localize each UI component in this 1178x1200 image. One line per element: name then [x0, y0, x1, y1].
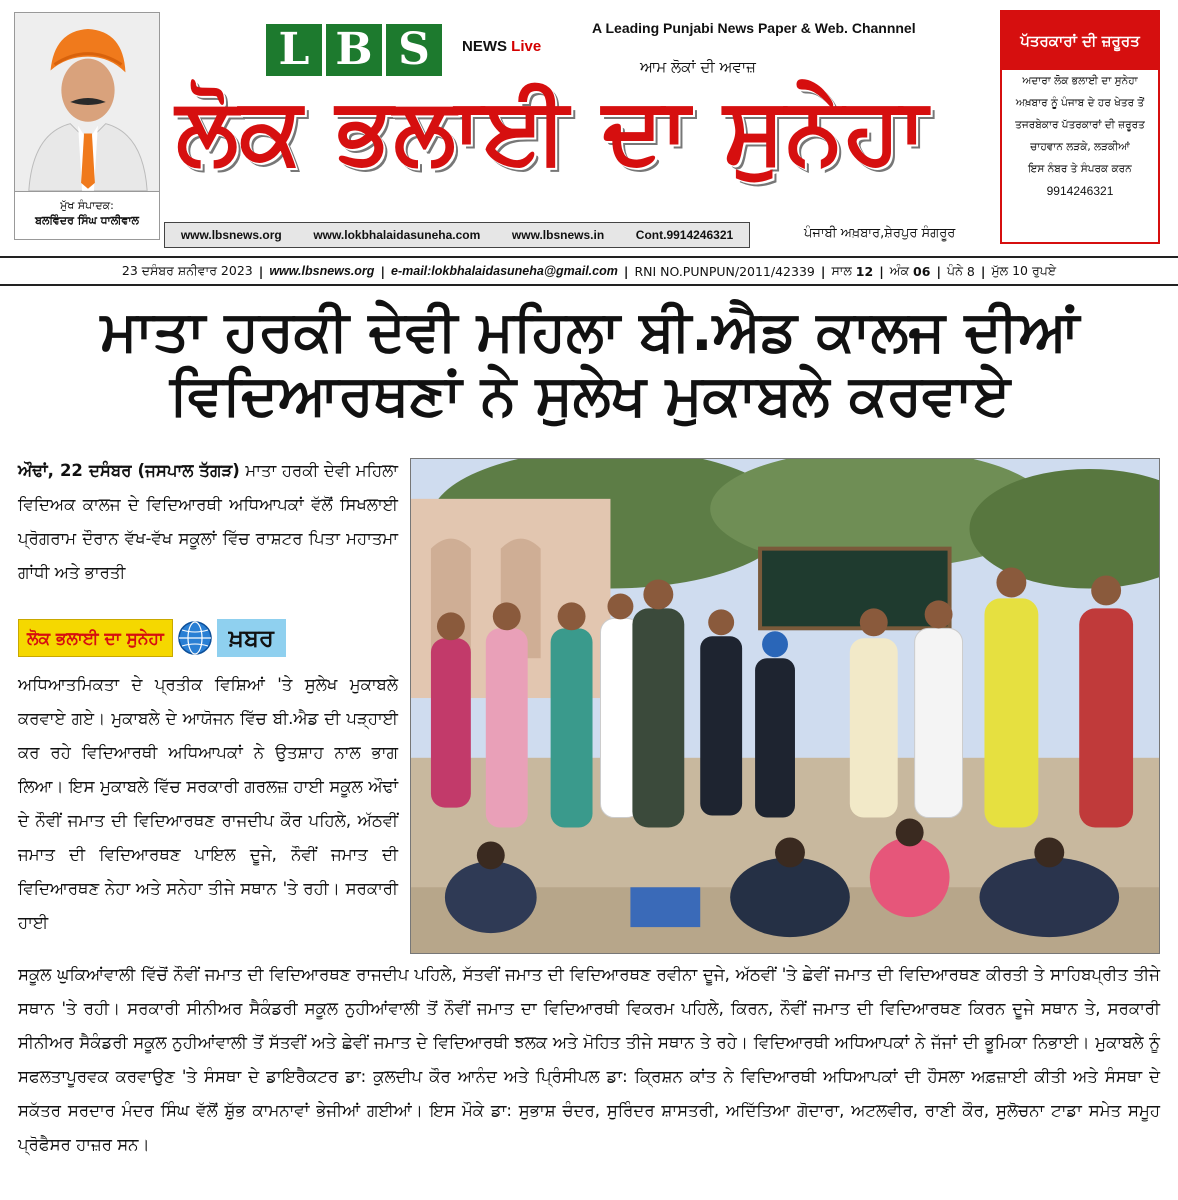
recruitment-line: ਤਜਰਬੇਕਾਰ ਪੱਤਰਕਾਰਾਂ ਦੀ ਜ਼ਰੂਰਤ: [1015, 119, 1145, 131]
live-label: Live: [511, 38, 542, 55]
contact-number: Cont.9914246321: [635, 228, 734, 242]
editor-portrait-photo: [14, 12, 160, 192]
brand-strip: [18, 616, 390, 660]
url-lbsnews-in[interactable]: www.lbsnews.in: [511, 228, 605, 242]
editor-name: ਬਲਵਿੰਦਰ ਸਿੰਘ ਧਾਲੀਵਾਲ: [35, 214, 139, 227]
price: ਮੁੱਲ 10 ਰੁਪਏ: [991, 263, 1057, 278]
recruitment-box: [1000, 10, 1160, 244]
url-bar: [164, 222, 750, 248]
recruitment-phone: 9914246321: [1046, 184, 1114, 198]
recruitment-line: ਅਖ਼ਬਾਰ ਨੂੰ ਪੰਜਾਬ ਦੇ ਹਰ ਖੇਤਰ ਤੋਂ: [1015, 97, 1145, 109]
lbs-logo: [266, 24, 442, 76]
news-label: NEWS: [462, 38, 507, 55]
recruitment-line: ਅਦਾਰਾ ਲੋਕ ਭਲਾਈ ਦਾ ਸੁਨੇਹਾ: [1022, 75, 1138, 87]
recruitment-line: ਇਸ ਨੰਬਰ ਤੇ ਸੰਪਰਕ ਕਰਨ: [1028, 163, 1132, 175]
rni-number: RNI NO.PUNPUN/2011/42339: [634, 263, 815, 279]
issue-value: 06: [913, 263, 931, 279]
article-headline: [20, 300, 1160, 428]
logo-letter-b: B: [326, 24, 382, 76]
year-value: 12: [855, 263, 874, 279]
pages-label: ਪੰਨੇ: [947, 263, 963, 278]
editor-caption: [14, 192, 160, 240]
article-paragraph-2: ਅਧਿਆਤਮਿਕਤਾ ਦੇ ਪ੍ਰਤੀਕ ਵਿਸ਼ਿਆਂ 'ਤੇ ਸੁਲੇਖ ਮੁਕਾਬਲੇ ਕਰਵਾਏ ਗਏ। ਮੁਕਾਬਲੇ ਦੇ ਆਯੋਜਨ ਵਿੱਚ ਬੀ.ਐਡ ਦੀ ਪੜ੍ਹਾਈ ਕਰ ਰਹੇ ਵਿਦਿਆਰਥੀ ਅਧਿਆਪਕਾਂ ਨੇ ਉਤਸ਼ਾਹ ਨਾਲ ਭਾਗ ਲਿਆ। ਇਸ ਮੁਕਾਬਲੇ ਵਿੱਚ ਸਰਕਾਰੀ ਗਰਲਜ਼ ਹਾਈ ਸਕੂਲ ਔਢਾਂ ਦੇ ਨੌਵੀਂ ਜਮਾਤ ਦੀ ਵਿਦਿਆਰਥਣ ਰਾਜਦੀਪ ਕੌਰ ਪਹਿਲੇ, ਅੱਠਵੀਂ ਜਮਾਤ ਦੀ ਵਿਦਿਆਰਥਣ ਪਾਇਲ ਦੂਜੇ, ਨੌਵੀਂ ਜਮਾਤ ਦੀ ਵਿਦਿਆਰਥਣ ਨੇਹਾ ਅਤੇ ਸਨੇਹਾ ਤੀਜੇ ਸਥਾਨ 'ਤੇ ਰਹੀ। ਸਰਕਾਰੀ ਹਾਈ: [18, 675, 398, 932]
logo-letter-l: L: [266, 24, 322, 76]
globe-icon: [177, 620, 213, 656]
brand-name: ਲੋਕ ਭਲਾਈ ਦਾ ਸੁਨੇਹਾ: [18, 619, 173, 657]
news-live-label: [462, 38, 541, 55]
issue-date: 23 ਦਸੰਬਰ ਸ਼ਨੀਵਾਰ 2023: [121, 263, 253, 278]
logo-letter-s: S: [386, 24, 442, 76]
dateline-url[interactable]: www.lbsnews.org: [269, 264, 375, 278]
tagline-punjabi: ਆਮ ਲੋਕਾਂ ਦੀ ਅਵਾਜ਼: [640, 58, 756, 76]
issue-label: ਅੰਕ: [889, 263, 910, 278]
article-intro: [18, 454, 398, 590]
recruitment-title: ਪੱਤਰਕਾਰਾਂ ਦੀ ਜ਼ਰੂਰਤ: [1002, 12, 1158, 70]
khabar-label: ਖ਼ਬਰ: [217, 619, 286, 657]
recruitment-line: ਚਾਹਵਾਨ ਲੜਕੇ, ਲੜਕੀਆਂ: [1030, 141, 1130, 153]
masthead: [0, 0, 1178, 252]
tagline-english: A Leading Punjabi News Paper & Web. Channnel: [592, 20, 916, 36]
year-label: ਸਾਲ: [831, 263, 852, 278]
paper-place: ਪੰਜਾਬੀ ਅਖ਼ਬਾਰ,ਸ਼ੇਰਪੁਰ ਸੰਗਰੂਰ: [804, 226, 956, 241]
article-lead: ਔਢਾਂ, 22 ਦਸੰਬਰ (ਜਸਪਾਲ ਤੱਗੜ): [18, 461, 240, 480]
editor-role: ਮੁੱਖ ਸੰਪਾਦਕ:: [60, 199, 114, 212]
paper-name: ਲੋਕ ਭਲਾਈ ਦਾ ਸੁਨੇਹਾ: [176, 77, 929, 184]
pages-value: 8: [966, 263, 975, 279]
article-continuation: [18, 958, 1160, 1162]
headline-line-2: ਵਿਦਿਆਰਥਣਾਂ ਨੇ ਸੁਲੇਖ ਮੁਕਾਬਲੇ ਕਰਵਾਏ: [169, 363, 1011, 428]
dateline-bar: 23 ਦਸੰਬਰ ਸ਼ਨੀਵਾਰ 2023 | www.lbsnews.org | e-mail:lokbhalaidasuneha@gmail.com | RNI NO.PUNPUN/2011/42339 | ਸਾਲ 12 | ਅੰਕ 06 | ਪੰਨੇ 8 | ਮੁੱਲ 10 ਰੁਪਏ: [0, 256, 1178, 286]
dateline-email[interactable]: e-mail:lokbhalaidasuneha@gmail.com: [391, 264, 618, 278]
article-paragraph-1: ਮਾਤਾ ਹਰਕੀ ਦੇਵੀ ਮਹਿਲਾ ਵਿਦਿਅਕ ਕਾਲਜ ਦੇ ਵਿਦਿਆਰਥੀ ਅਧਿਆਪਕਾਂ ਵੱਲੋਂ ਸਿਖਲਾਈ ਪ੍ਰੋਗਰਾਮ ਦੌਰਾਨ ਵੱਖ-ਵੱਖ ਸਕੂਲਾਂ ਵਿੱਚ ਰਾਸ਼ਟਰ ਪਿਤਾ ਮਹਾਤਮਾ ਗਾਂਧੀ ਅਤੇ ਭਾਰਤੀ: [18, 461, 398, 582]
headline-line-1: ਮਾਤਾ ਹਰਕੀ ਦੇਵੀ ਮਹਿਲਾ ਬੀ.ਐਡ ਕਾਲਜ ਦੀਆਂ: [100, 299, 1080, 364]
url-lokbhalaidasuneha[interactable]: www.lokbhalaidasuneha.com: [313, 228, 481, 242]
news-event-photo: [410, 458, 1160, 954]
url-lbsnews-org[interactable]: www.lbsnews.org: [180, 228, 282, 242]
article-column: [18, 668, 398, 940]
article-paragraph-3: ਸਕੂਲ ਘੁਕਿਆਂਵਾਲੀ ਵਿੱਚੋਂ ਨੌਵੀਂ ਜਮਾਤ ਦੀ ਵਿਦਿਆਰਥਣ ਰਾਜਦੀਪ ਪਹਿਲੇ, ਸੱਤਵੀਂ ਜਮਾਤ ਦੀ ਵਿਦਿਆਰਥਣ ਰਵੀਨਾ ਦੂਜੇ, ਅੱਠਵੀਂ 'ਤੇ ਛੇਵੀਂ ਜਮਾਤ ਦੀ ਵਿਦਿਆਰਥਣ ਕੀਰਤੀ ਤੇ ਸਾਹਿਬਪ੍ਰੀਤ ਤੀਜੇ ਸਥਾਨ 'ਤੇ ਰਹੀ। ਸਰਕਾਰੀ ਸੀਨੀਅਰ ਸੈਕੰਡਰੀ ਸਕੂਲ ਨੁਹੀਆਂਵਾਲੀ ਤੋਂ ਨੌਵੀਂ ਜਮਾਤ ਦਾ ਵਿਦਿਆਰਥੀ ਵਿਕਰਮ ਪਹਿਲੇ, ਕਿਰਨ, ਨੌਵੀਂ ਜਮਾਤ ਦੀ ਵਿਦਿਆਰਥਣ ਕਿਰਨ ਦੂਜੇ ਸਥਾਨ ਤੇ, ਸਰਕਾਰੀ ਸੀਨੀਅਰ ਸੈਕੰਡਰੀ ਸਕੂਲ ਨੁਹੀਆਂਵਾਲੀ ਤੋਂ ਸੱਤਵੀਂ ਅਤੇ ਛੇਵੀਂ ਜਮਾਤ ਦੇ ਵਿਦਿਆਰਥੀ ਝਲਕ ਅਤੇ ਮੋਹਿਤ ਤੀਜੇ ਸਥਾਨ ਤੇ ਰਹੇ। ਵਿਦਿਆਰਥੀ ਅਧਿਆਪਕਾਂ ਨੇ ਜੱਜਾਂ ਦੀ ਭੂਮਿਕਾ ਨਿਭਾਈ। ਮੁਕਾਬਲੇ ਨੂੰ ਸਫਲਤਾਪੂਰਵਕ ਕਰਵਾਉਣ 'ਤੇ ਸੰਸਥਾ ਦੇ ਡਾਇਰੈਕਟਰ ਡਾ: ਕੁਲਦੀਪ ਕੌਰ ਆਨੰਦ ਅਤੇ ਪ੍ਰਿੰਸੀਪਲ ਡਾ: ਕ੍ਰਿਸ਼ਨ ਕਾਂਤ ਨੇ ਵਿਦਿਆਰਥੀ ਅਧਿਆਪਕਾਂ ਦੀ ਹੌਸਲਾ ਅਫ਼ਜ਼ਾਈ ਕੀਤੀ ਅਤੇ ਸੰਸਥਾ ਦੇ ਸਕੱਤਰ ਸਰਦਾਰ ਮੰਦਰ ਸਿੰਘ ਵੱਲੋਂ ਸ਼ੁੱਭ ਕਾਮਨਾਵਾਂ ਭੇਜੀਆਂ ਗਈਆਂ। ਇਸ ਮੌਕੇ ਡਾ: ਸੁਭਾਸ਼ ਚੰਦਰ, ਸੁਰਿੰਦਰ ਸ਼ਾਸਤਰੀ, ਅਦਿੱਤਿਆ ਗੋਦਾਰਾ, ਅਟਲਵੀਰ, ਰਾਣੀ ਕੌਰ, ਸੁਲੋਚਨਾ ਟਾਡਾ ਸਮੇਤ ਸਮੂਹ ਪ੍ਰੋਫੈਸਰ ਹਾਜ਼ਰ ਸਨ।: [18, 965, 1160, 1154]
